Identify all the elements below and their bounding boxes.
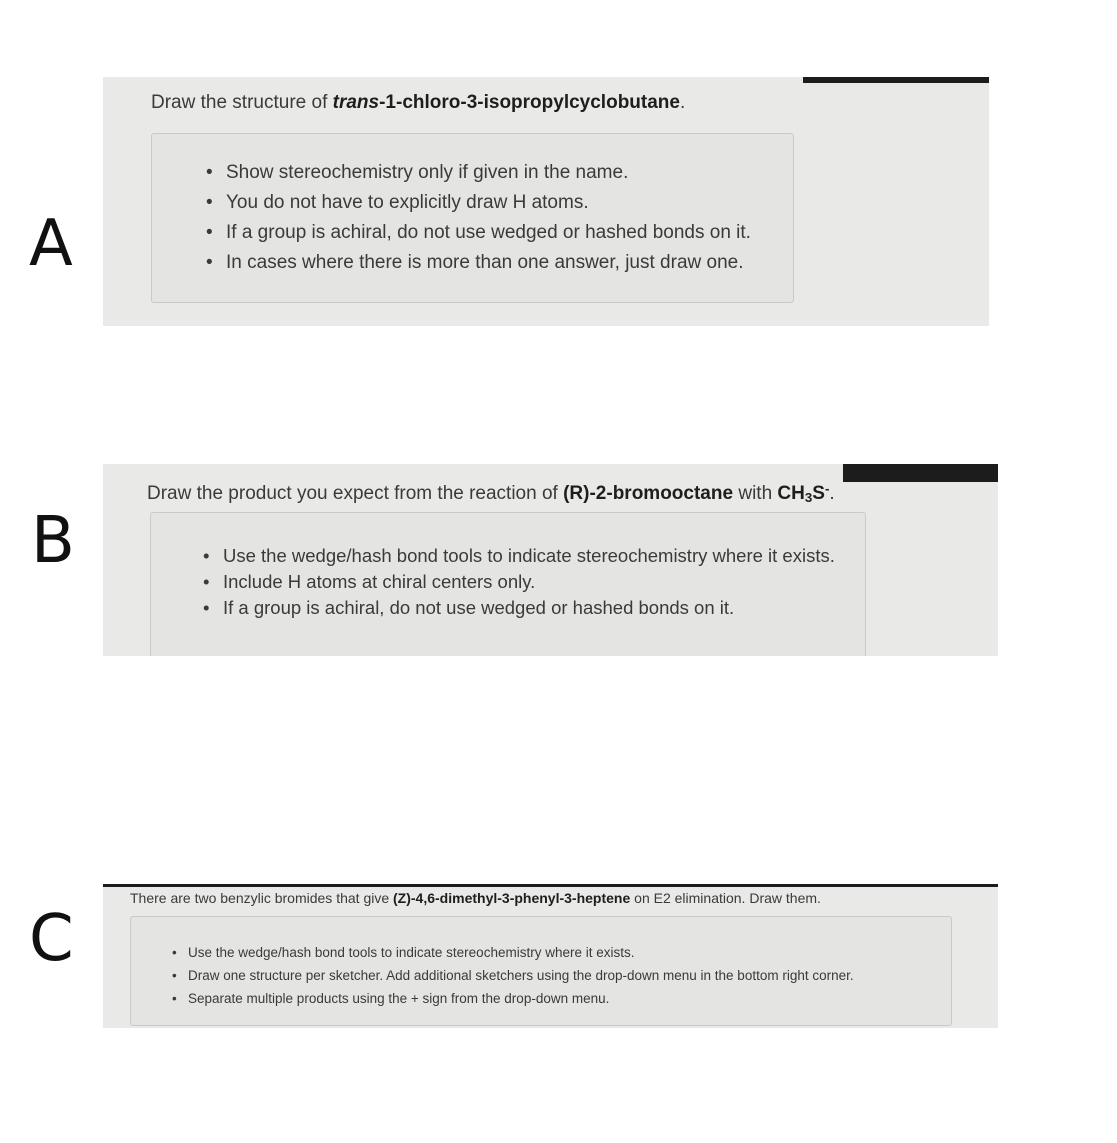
- panel-letter-a: A: [29, 207, 73, 281]
- reagent-formula: [777, 483, 829, 504]
- instruction-text: If a group is achiral, do not use wedged or hashed bonds on it.: [223, 597, 735, 618]
- formula-part: S: [812, 483, 825, 504]
- bullet-icon: •: [203, 545, 210, 566]
- prompt-compound-name: -1-chloro-3-isopropylcyclobutane: [379, 92, 680, 113]
- bullet-icon: •: [203, 571, 210, 592]
- instruction-item: [206, 188, 751, 218]
- instruction-item: [206, 158, 751, 188]
- instructions-box: [130, 916, 952, 1026]
- prompt-text: There are two benzylic bromides that give: [130, 890, 394, 906]
- instruction-text: Use the wedge/hash bond tools to indicate stereochemistry where it exists.: [223, 545, 835, 566]
- bullet-icon: •: [206, 162, 213, 183]
- bullet-icon: •: [206, 192, 213, 213]
- prompt-compound-name: (R)-2-bromooctane: [563, 483, 734, 504]
- header-bar: [103, 884, 998, 887]
- instruction-text: You do not have to explicitly draw H atoms.: [226, 192, 589, 213]
- instruction-text: Use the wedge/hash bond tools to indicate stereochemistry where it exists.: [188, 945, 635, 960]
- question-prompt: [130, 890, 821, 906]
- instruction-item: [172, 987, 854, 1010]
- instruction-text: Include H atoms at chiral centers only.: [223, 571, 536, 592]
- instruction-item: [172, 964, 854, 987]
- instruction-text: Draw one structure per sketcher. Add additional sketchers using the drop-down menu in the bottom right corner.: [188, 968, 854, 983]
- bullet-icon: •: [172, 991, 177, 1006]
- prompt-text: Draw the product you expect from the reaction of: [147, 483, 564, 504]
- prompt-punctuation: .: [679, 92, 686, 113]
- instruction-item: [206, 218, 751, 248]
- instructions-box: [151, 133, 794, 303]
- bullet-icon: •: [203, 597, 210, 618]
- formula-subscript: 3: [804, 490, 813, 505]
- instruction-text: Show stereochemistry only if given in the name.: [226, 162, 629, 183]
- instruction-text: In cases where there is more than one answer, just draw one.: [226, 252, 744, 273]
- instructions-list: [206, 158, 751, 278]
- question-screenshot-a: [103, 77, 989, 326]
- prompt-text: Draw the structure of: [151, 92, 333, 113]
- prompt-stereo-descriptor: trans: [332, 92, 380, 113]
- prompt-text: with: [733, 483, 778, 504]
- instruction-item: [203, 543, 835, 569]
- header-bar: [843, 464, 998, 482]
- question-screenshot-c: [103, 884, 998, 1028]
- instruction-item: [206, 248, 751, 278]
- formula-charge: -: [824, 481, 830, 496]
- question-prompt: [147, 481, 835, 505]
- formula-part: CH: [777, 483, 805, 504]
- panel-letter-b: B: [31, 504, 75, 578]
- instruction-item: [172, 941, 854, 964]
- instruction-text: Separate multiple products using the + sign from the drop-down menu.: [188, 991, 610, 1006]
- instructions-list: [172, 941, 854, 1010]
- header-bar: [803, 77, 989, 83]
- bullet-icon: •: [172, 968, 177, 983]
- instruction-item: [203, 595, 835, 621]
- bullet-icon: •: [206, 222, 213, 243]
- question-prompt: [151, 92, 685, 114]
- prompt-compound-name: (Z)-4,6-dimethyl-3-phenyl-3-heptene: [393, 890, 631, 906]
- instruction-item: [203, 569, 835, 595]
- panel-letter-c: C: [29, 902, 74, 976]
- instructions-list: [203, 543, 835, 621]
- prompt-punctuation: .: [829, 483, 835, 504]
- bullet-icon: •: [206, 252, 213, 273]
- bullet-icon: •: [172, 945, 177, 960]
- instructions-box: [150, 512, 866, 656]
- prompt-text: on E2 elimination. Draw them.: [630, 890, 821, 906]
- instruction-text: If a group is achiral, do not use wedged or hashed bonds on it.: [226, 222, 751, 243]
- question-screenshot-b: [103, 464, 998, 656]
